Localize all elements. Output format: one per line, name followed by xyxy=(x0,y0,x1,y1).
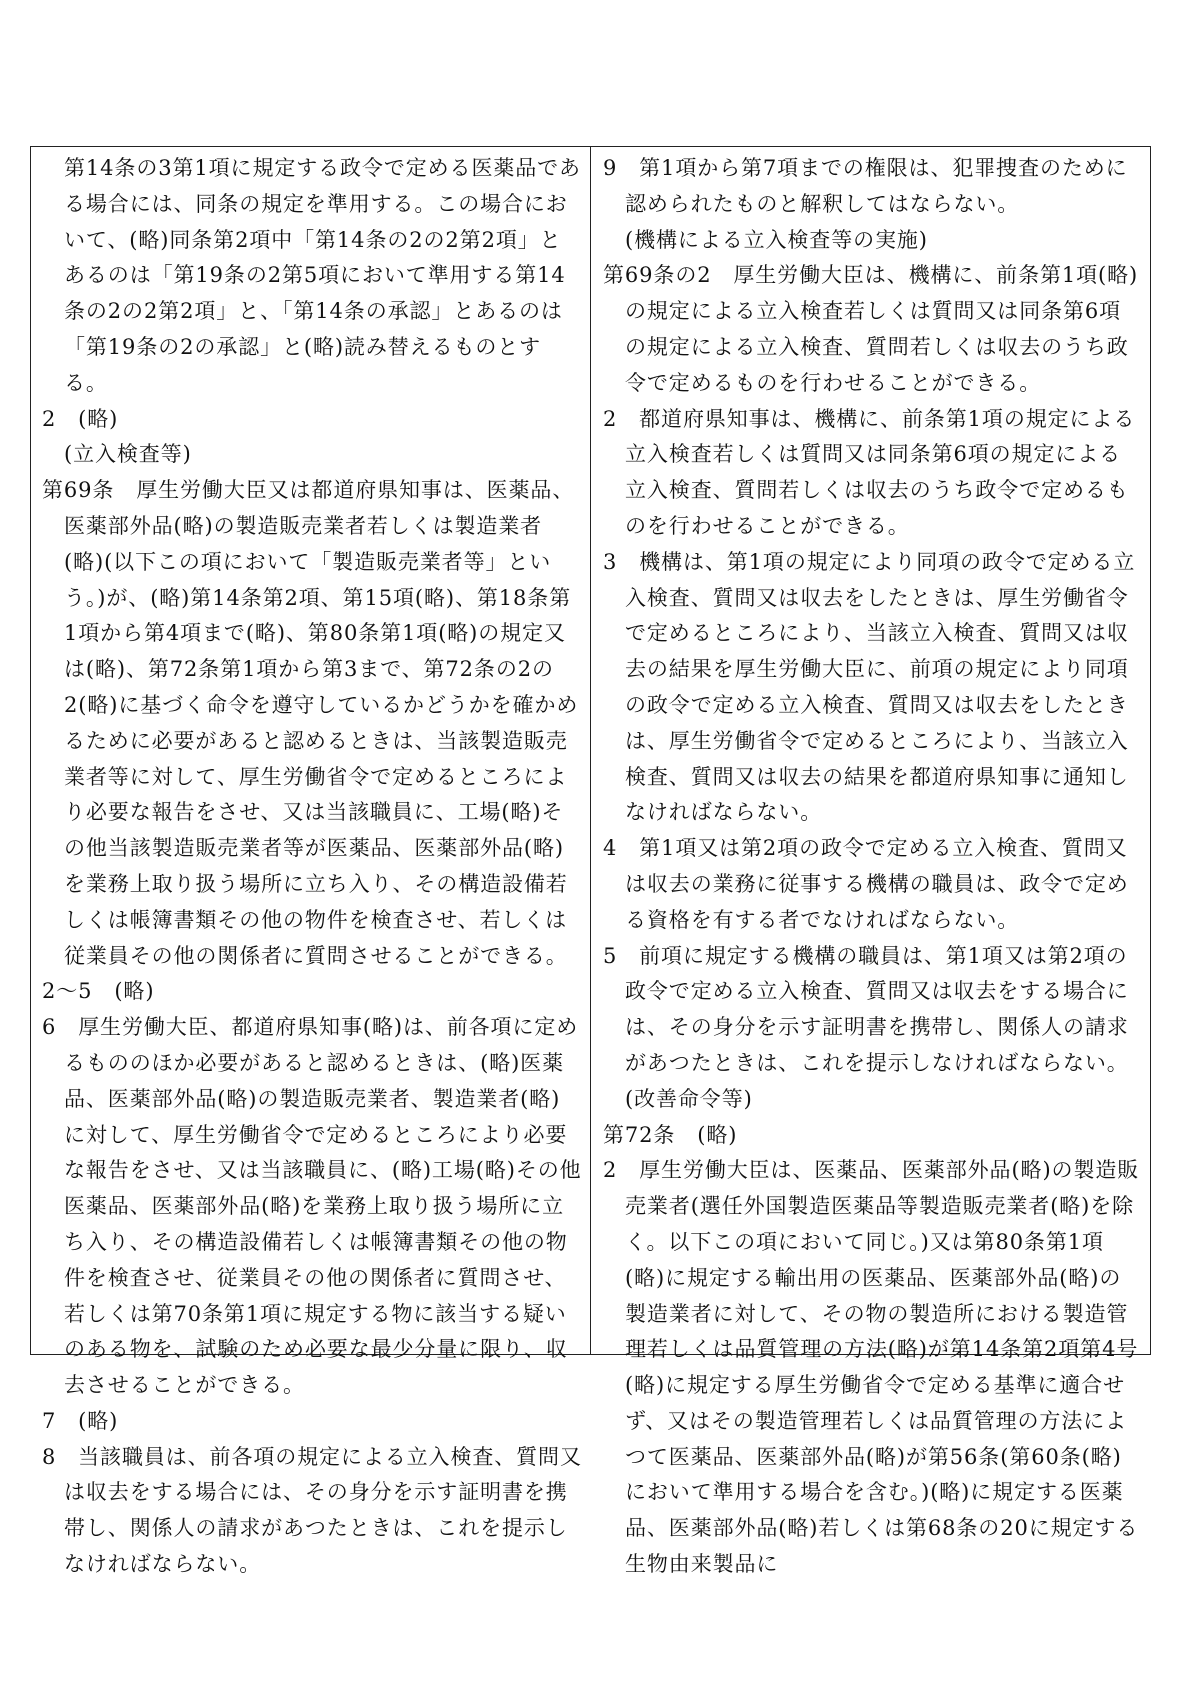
right-article-69-2: 第69条の2 厚生労働大臣は、機構に、前条第1項(略)の規定による立入検査若しくは質問又は同条第6項の規定による立入検査、質問若しくは収去のうち政令で定めるものを行わせることができる。 xyxy=(603,263,1139,395)
right-para-3: 3 機構は、第1項の規定により同項の政令で定める立入検査、質問又は収去をしたときは、厚生労働省令で定めるところにより、当該立入検査、質問又は収去の結果を厚生労働大臣に、前項の規定により同項の政令で定める立入検査、質問又は収去をしたときは、厚生労働省令で定めるところにより、当該立入検査、質問又は収去の結果を都道府県知事に通知しなければならない。 xyxy=(603,549,1136,825)
right-heading-improvement-order: (改善命令等) xyxy=(625,1086,753,1111)
left-para-2-5: 2～5 (略) xyxy=(42,979,155,1004)
right-column xyxy=(592,147,1150,1577)
left-para-continuation: 第14条の3第1項に規定する政令で定める医薬品である場合には、同条の規定を準用する。この場合において、(略)同条第2項中「第14条の2の2第2項」とあるのは「第19条の2第5項において準用する第14条の2の2第2項」と、「第14条の承認」とあるのは「第19条の2の承認」と(略)読み替えるものとする。 xyxy=(64,156,581,395)
right-para-2: 2 都道府県知事は、機構に、前条第1項の規定による立入検査若しくは質問又は同条第6項の規定による立入検査、質問若しくは収去のうち政令で定めるものを行わせることができる。 xyxy=(603,406,1136,538)
right-para-4: 4 第1項又は第2項の政令で定める立入検査、質問又は収去の業務に従事する機構の職員は、政令で定める資格を有する者でなければならない。 xyxy=(603,836,1129,932)
left-article-69: 第69条 厚生労働大臣又は都道府県知事は、医薬品、医薬部外品(略)の製造販売業者若しくは製造業者(略)(以下この項において「製造販売業者等」という。)が、(略)第14条第2項、第15項(略)、第18条第1項から第4項まで(略)、第80条第1項(略)の規定又は(略)、第72条第1項から第3まで、第72条の2の2(略)に基づく命令を遵守しているかどうかを確かめるために必要があると認めるときは、当該製造販売業者等に対して、厚生労働省令で定めるところにより必要な報告をさせ、又は当該職員に、工場(略)その他当該製造販売業者等が医薬品、医薬部外品(略)を業務上取り扱う場所に立ち入り、その構造設備若しくは帳簿書類その他の物件を検査させ、若しくは従業員その他の関係者に質問させることができる。 xyxy=(42,478,579,968)
left-para-7: 7 (略) xyxy=(42,1408,119,1433)
left-heading-inspection: (立入検査等) xyxy=(64,442,192,467)
right-para-9: 9 第1項から第7項までの権限は、犯罪捜査のために認められたものと解釈してはならない。 xyxy=(603,156,1128,216)
right-article-72-para-2: 2 厚生労働大臣は、医薬品、医薬部外品(略)の製造販売業者(選任外国製造医薬品等製造販売業者(略)を除く。以下この項において同じ。)又は第80条第1項(略)に規定する輸出用の医薬品、医薬部外品(略)の製造業者に対して、その物の製造所における製造管理若しくは品質管理の方法(略)が第14条第2項第4号(略)に規定する厚生労働省令で定める基準に適合せず、又はその製造管理若しくは品質管理の方法によつて医薬品、医薬部外品(略)が第56条(第60条(略)において準用する場合を含む。)(略)に規定する医薬品、医薬部外品(略)若しくは第68条の20に規定する生物由来製品に xyxy=(603,1158,1140,1577)
right-para-5: 5 前項に規定する機構の職員は、第1項又は第2項の政令で定める立入検査、質問又は収去をする場合には、その身分を示す証明書を携帯し、関係人の請求があつたときは、これを提示しなければならない。 xyxy=(603,943,1129,1075)
left-column xyxy=(31,147,591,1577)
right-heading-agency-inspection: (機構による立入検査等の実施) xyxy=(625,227,928,252)
left-para-8: 8 当該職員は、前各項の規定による立入検査、質問又は収去をする場合には、その身分を示す証明書を携帯し、関係人の請求があつたときは、これを提示しなければならない。 xyxy=(42,1444,582,1577)
comparison-table xyxy=(30,146,1151,1577)
right-article-72: 第72条 (略) xyxy=(603,1122,738,1147)
left-para-6: 6 厚生労働大臣、都道府県知事(略)は、前各項に定めるもののほか必要があると認めるときは、(略)医薬品、医薬部外品(略)の製造販売業者、製造業者(略)に対して、厚生労働省令で定めるところにより必要な報告をさせ、又は当該職員に、(略)工場(略)その他医薬品、医薬部外品(略)を業務上取り扱う場所に立ち入り、その構造設備若しくは帳簿書類その他の物件を検査させ、従業員その他の関係者に質問させ、若しくは第70条第1項に規定する物に該当する疑いのある物を、試験のため必要な最少分量に限り、収去させることができる。 xyxy=(42,1015,582,1398)
left-para-2: 2 (略) xyxy=(42,406,119,431)
